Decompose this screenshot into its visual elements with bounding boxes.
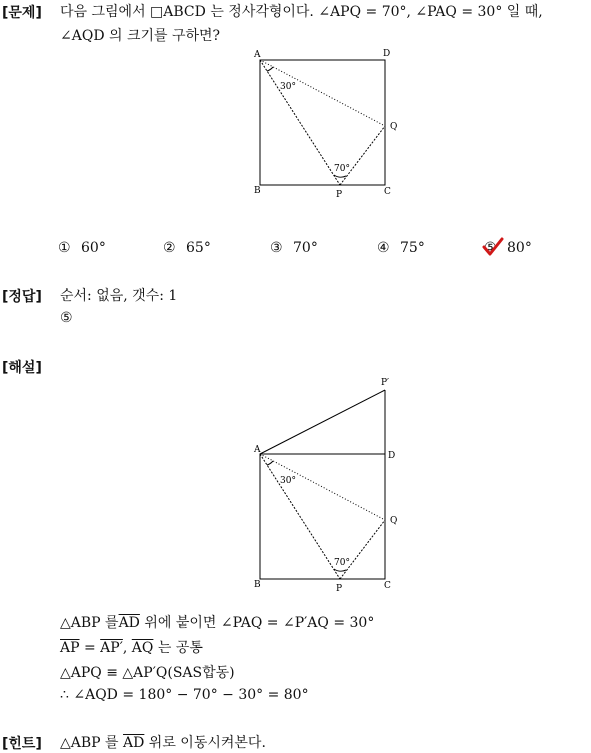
hint-label: [힌트] [2,736,42,752]
angle-p-arc [334,175,346,177]
choice-1-mark: ① [58,240,71,256]
answer-line-1: 순서: 없음, 갯수: 1 [60,288,178,304]
choice-5[interactable] [484,240,532,256]
hint-pre: △ABP 를 [60,735,124,751]
segment-ad-label: $\overline{AD}$ [118,615,140,631]
vertex-d: D [383,49,391,59]
explanation-line-4: ∴ ∠AQD = 180° − 70° − 30° = 80° [60,687,309,703]
vertex-a: A [254,50,261,60]
problem-line-1: 다음 그림에서 □ABCD 는 정사각형이다. ∠APQ = 70°, ∠PAQ = 30° 일 때, [60,4,543,20]
segment-ap-prime-label: AP′ [100,640,123,656]
choice-2[interactable] [163,240,211,256]
vertex-b: B [254,580,261,590]
choice-2-text: 65° [186,240,211,256]
choice-4-text: 75° [400,240,425,256]
expl-l2-eq: = [79,640,101,656]
vertex-c: C [384,581,391,591]
segment-pq [340,520,385,579]
vertex-q: Q [390,516,398,526]
vertex-p-prime: P′ [381,378,390,388]
vertex-q: Q [390,122,398,132]
choice-4-mark: ④ [377,240,390,256]
square-abcd [260,454,385,579]
choice-3-text: 70° [293,240,318,256]
vertex-d: D [388,451,396,461]
explanation-line-1 [60,612,374,632]
answer-label: [정답] [2,289,42,305]
angle-p-label: 70° [334,164,350,174]
choice-1-text: 60° [81,240,106,256]
expl-l1-post: 위에 붙이면 ∠PAQ = ∠P′AQ = 30° [139,615,375,631]
segment-ap [260,454,340,579]
choice-5-mark: ⑤ [484,240,497,256]
vertex-a: A [254,445,261,455]
problem-line-2: ∠AQD 의 크기를 구하면? [60,28,221,44]
segment-ap-prime [260,390,385,454]
segment-aq [260,454,385,520]
square-abcd [260,60,385,185]
hint-post: 위로 이동시켜본다. [144,735,266,751]
angle-p-label: 70° [334,558,350,568]
expl-l2-sep: , [122,640,132,656]
angle-a-label: 30° [280,476,296,486]
choice-5-text: 80° [507,240,532,256]
segment-aq-label: $\overline{AQ}$ [131,640,154,656]
choice-2-mark: ② [163,240,176,256]
problem-label: [문제] [2,5,42,21]
explanation-line-3: △APQ ≡ △AP′Q(SAS합동) [60,665,235,681]
vertex-b: B [254,186,261,196]
problem-figure [245,45,405,205]
segment-aq [260,60,385,126]
angle-a-label: 30° [280,82,296,92]
expl-l1-pre: △ABP 를 [60,615,119,631]
explanation-label: [해설] [2,360,42,376]
angle-p-arc [334,569,346,571]
checkmark-icon [482,237,504,257]
angle-a-arc [267,67,273,71]
angle-a-arc [267,461,273,465]
vertex-c: C [384,187,391,197]
segment-ap-label: $\overline{AP}$ [60,640,80,656]
choice-4[interactable] [377,240,425,256]
hint-line [60,732,266,752]
expl-l2-post: 는 공통 [153,640,203,656]
vertex-p: P [336,584,343,594]
choice-3[interactable] [270,240,318,256]
hint-segment-ad: $\overline{AD}$ [123,735,145,751]
segment-ap [260,60,340,185]
explanation-line-2 [60,637,203,657]
choice-1[interactable] [58,240,106,256]
vertex-p: P [336,190,343,200]
choice-3-mark: ③ [270,240,283,256]
explanation-figure [245,372,405,597]
answer-line-2: ⑤ [60,310,73,326]
segment-pq [340,126,385,185]
